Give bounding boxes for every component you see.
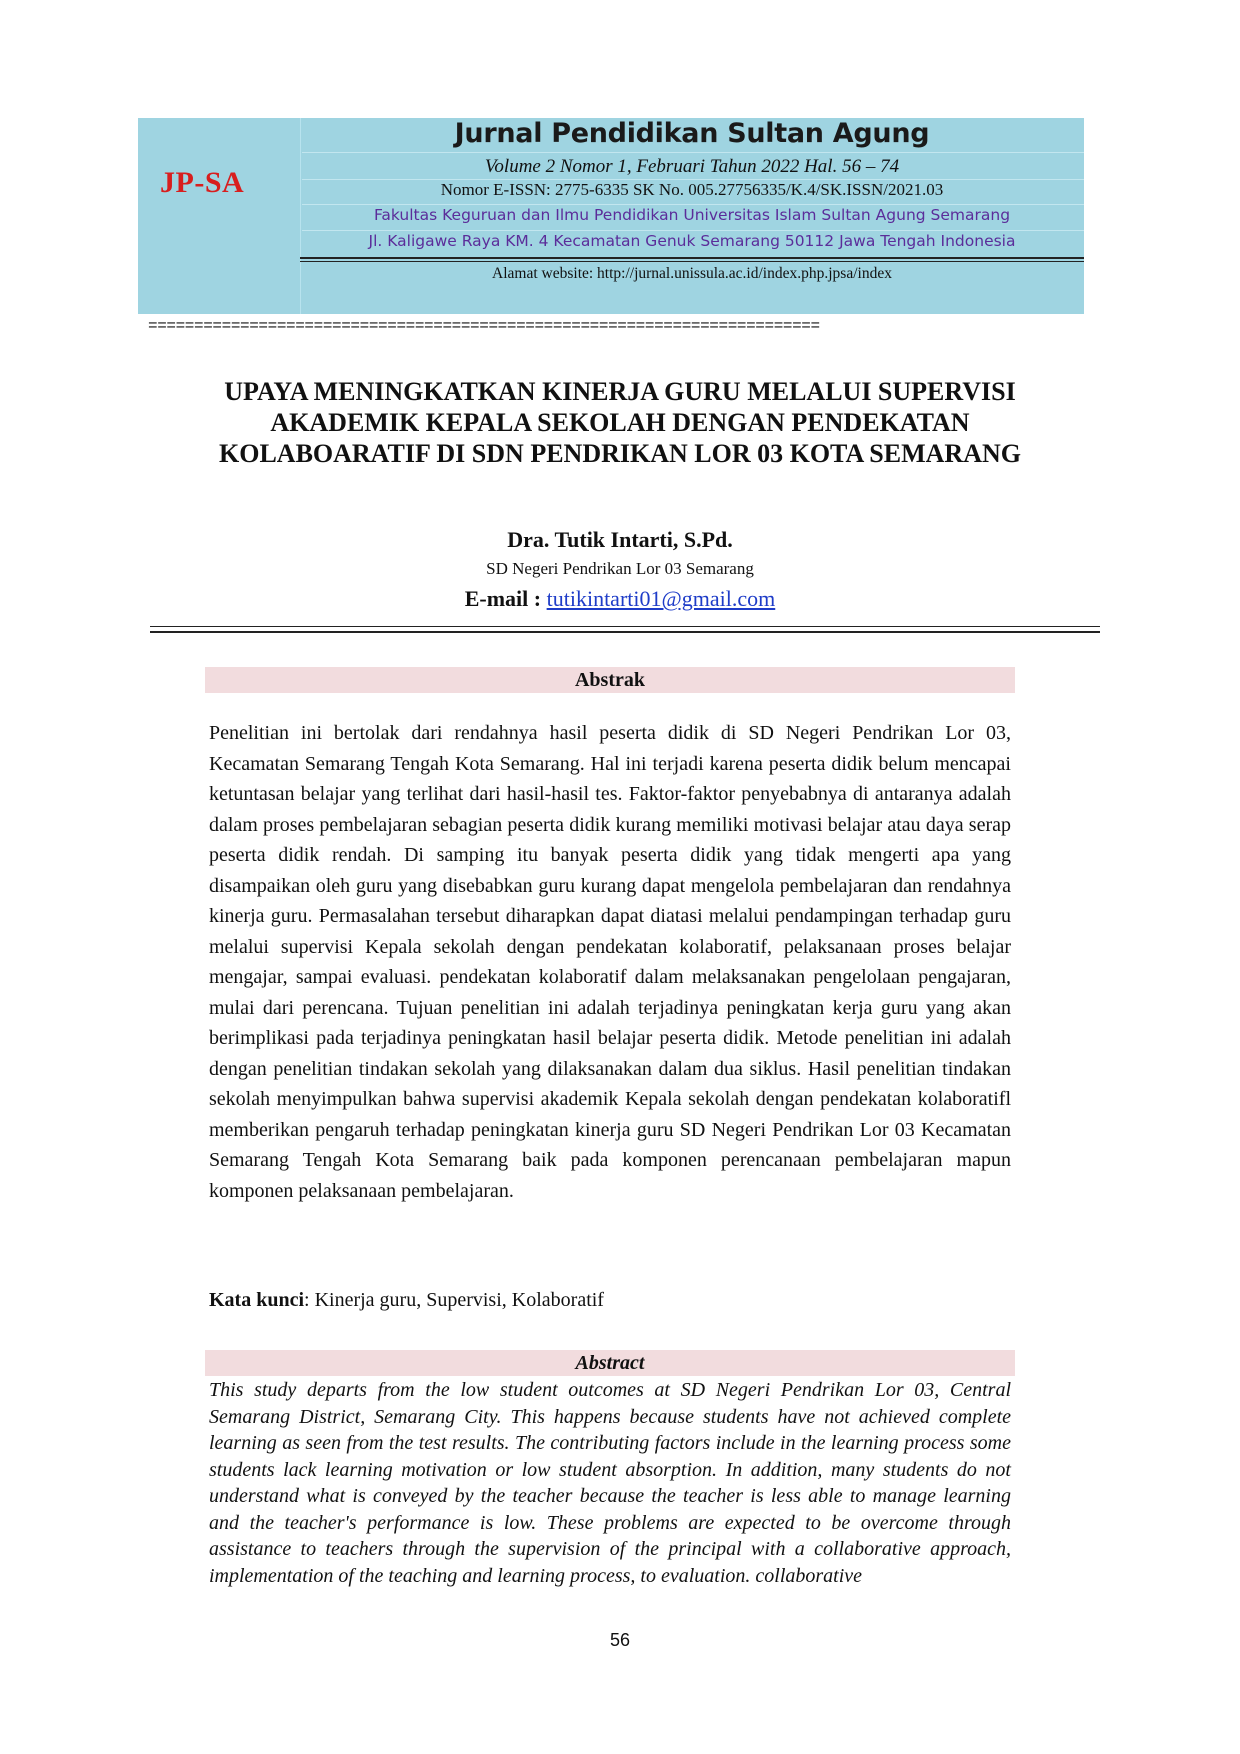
journal-website: Alamat website: http://jurnal.unissula.ac.id/index.php.jpsa/index [492,265,892,282]
author-affiliation: SD Negeri Pendrikan Lor 03 Semarang [486,559,754,578]
journal-title: Jurnal Pendidikan Sultan Agung [454,118,930,149]
abstrak-heading: Abstrak [205,667,1015,693]
header-divider [300,118,301,314]
email-link[interactable]: tutikintarti01@gmail.com [546,586,776,611]
article-title-line: KOLABOARATIF DI SDN PENDRIKAN LOR 03 KOTA SEMARANG [219,439,1021,468]
header-rule [302,152,1084,153]
page-number: 56 [609,1630,631,1650]
author-email-line [130,586,1110,612]
journal-faculty: Fakultas Keguruan dan Ilmu Pendidikan Universitas Islam Sultan Agung Semarang [373,206,1011,224]
abstrak-body: Penelitian ini bertolak dari rendahnya hasil peserta didik di SD Negeri Pendrikan Lor 03, Kecamatan Semarang Tengah Kota Semarang. Hal ini terjadi karena peserta didik belum mencapai ketuntasan belajar yang terlihat dari hasil-hasil tes. Faktor-faktor penyebabnya di antaranya adalah dalam proses pembelajaran sebagian peserta didik kurang memiliki motivasi belajar atau daya serap peserta didik rendah. Di samping itu banyak peserta didik yang tidak mengerti apa yang disampaikan oleh guru yang disebabkan guru kurang dapat mengelola pembelajaran dan rendahnya kinerja guru. Permasalahan tersebut diharapkan dapat diatasi melalui pendampingan terhadap guru melalui supervisi Kepala sekolah dengan pendekatan kolaboratif, pelaksanaan proses belajar mengajar, sampai evaluasi. pendekatan kolaboratif dalam melaksanakan pengelolaan pengajaran, mulai dari perencana. Tujuan penelitian ini adalah terjadinya peningkatan kerja guru yang akan berimplikasi pada terjadinya peningkatan hasil belajar peserta didik. Metode penelitian ini adalah dengan penelitian tindakan sekolah yang dilaksanakan dalam dua siklus. Hasil penelitian tindakan sekolah menyimpulkan bahwa supervisi akademik Kepala sekolah dengan pendekatan kolaboratifl memberikan pengaruh terhadap peningkatan kinerja guru SD Negeri Pendrikan Lor 03 Kecamatan Semarang Tengah Kota Semarang baik pada komponen perencanaan pembelajaran mapun komponen pelaksanaan pembelajaran. [209,722,1011,1202]
abstract-body: This study departs from the low student outcomes at SD Negeri Pendrikan Lor 03, Central Semarang District, Semarang City. This happens because students have not achieved complete learning as seen from the test results. The contributing factors include in the learning process some students lack learning motivation or low student absorption. In addition, many students do not understand what is conveyed by the teacher because the teacher is less able to manage learning and the teacher's performance is low. These problems are expected to be overcome through assistance to teachers through the supervision of the principal with a collaborative approach, implementation of the teaching and learning process, to evaluation. collaborative [209,1379,1011,1587]
author-name: Dra. Tutik Intarti, S.Pd. [507,527,733,552]
journal-logo: JP-SA [160,166,245,199]
article-title-line: AKADEMIK KEPALA SEKOLAH DENGAN PENDEKATAN [270,408,970,437]
equals-separator: ========================================================================= [148,318,820,334]
header-rule [302,204,1084,205]
article-title [130,376,1110,469]
section-rule [150,626,1100,627]
header-rule [302,230,1084,231]
keywords-label: Kata kunci [209,1289,305,1311]
section-rule [150,631,1100,633]
keywords-line [209,1289,1011,1312]
journal-header [138,118,1084,314]
header-double-rule [300,257,1084,262]
abstract-heading: Abstract [205,1350,1015,1376]
journal-issue: Volume 2 Nomor 1, Februari Tahun 2022 Hal. 56 – 74 [484,156,900,177]
journal-issn: Nomor E-ISSN: 2775-6335 SK No. 005.27756335/K.4/SK.ISSN/2021.03 [440,180,944,199]
article-title-line: UPAYA MENINGKATKAN KINERJA GURU MELALUI SUPERVISI [224,377,1016,406]
journal-address: Jl. Kaligawe Raya KM. 4 Kecamatan Genuk Semarang 50112 Jawa Tengah Indonesia [368,232,1016,250]
email-label: E-mail : [464,586,542,611]
keywords-values: : Kinerja guru, Supervisi, Kolaboratif [304,1289,604,1311]
